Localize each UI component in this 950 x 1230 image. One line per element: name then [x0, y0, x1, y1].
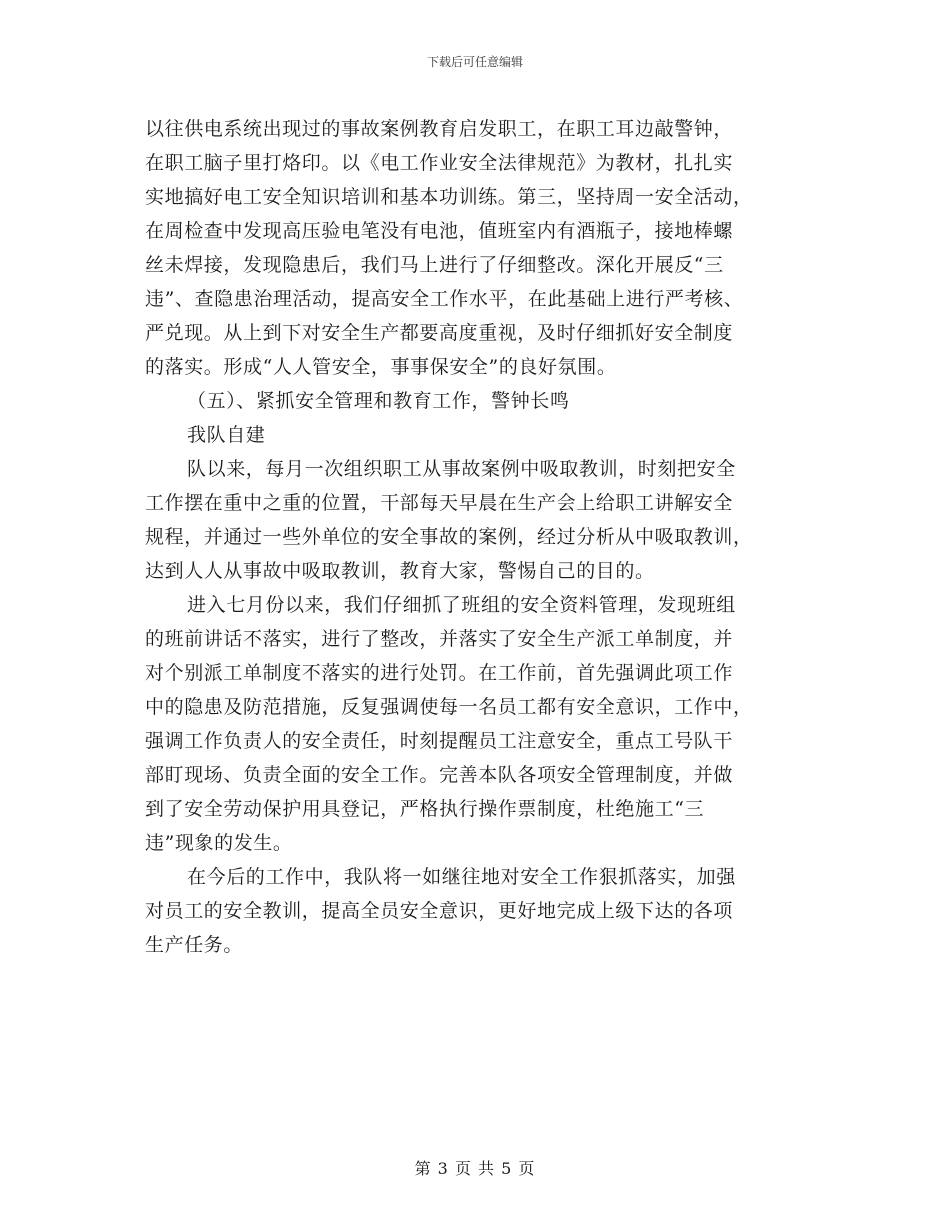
text-line: 在今后的工作中，我队将一如继往地对安全工作狠抓落实，加强 [187, 866, 736, 888]
text-line: 以往供电系统出现过的事故案例教育启发职工，在职工耳边敲警钟， [145, 118, 734, 140]
page-header: 下载后可任意编辑 [426, 55, 523, 69]
text-line: 队以来，每月一次组织职工从事故案例中吸取教训，时刻把安全 [187, 458, 736, 480]
text-line: 工作摆在重中之重的位置，干部每天早晨在生产会上给职工讲解安全 [145, 492, 734, 514]
text-line: 到了安全劳动保护用具登记，严格执行操作票制度，杜绝施工“三 [145, 798, 705, 820]
text-line: 我队自建 [187, 424, 266, 446]
text-line: 的落实。形成“人人管安全，事事保安全”的良好氛围。 [145, 356, 617, 378]
text-line: 中的隐患及防范措施，反复强调使每一名员工都有安全意识，工作中， [145, 696, 753, 718]
text-line: 违”现象的发生。 [145, 832, 293, 854]
text-line: （五）、紧抓安全管理和教育工作，警钟长鸣 [187, 390, 570, 412]
text-line: 违”、查隐患治理活动，提高安全工作水平，在此基础上进行严考核、 [145, 288, 744, 310]
text-line: 生产任务。 [145, 934, 244, 956]
text-line: 强调工作负责人的安全责任，时刻提醒员工注意安全，重点工号队干 [145, 730, 734, 752]
text-line: 在职工脑子里打烙印。以《电工作业安全法律规范》为教材，扎扎实 [145, 152, 734, 174]
text-line: 实地搞好电工安全知识培训和基本功训练。第三，坚持周一安全活动， [145, 186, 753, 208]
text-line: 丝未焊接，发现隐患后，我们马上进行了仔细整改。深化开展反“三 [145, 254, 724, 276]
text-line: 部盯现场、负责全面的安全工作。完善本队各项安全管理制度，并做 [145, 764, 734, 786]
text-line: 达到人人从事故中吸取教训，教育大家，警惕自己的目的。 [145, 560, 655, 582]
document-body [145, 112, 815, 962]
text-line: 的班前讲话不落实，进行了整改，并落实了安全生产派工单制度，并 [145, 628, 734, 650]
text-line: 对员工的安全教训，提高全员安全意识，更好地完成上级下达的各项 [145, 900, 734, 922]
text-line: 对个别派工单制度不落实的进行处罚。在工作前，首先强调此项工作 [145, 662, 734, 684]
text-line: 规程，并通过一些外单位的安全事故的案例，经过分析从中吸取教训， [145, 526, 753, 548]
page-number: 第 3 页 共 5 页 [414, 1159, 536, 1178]
text-line: 严兑现。从上到下对安全生产都要高度重视，及时仔细抓好安全制度 [145, 322, 734, 344]
text-line: 进入七月份以来，我们仔细抓了班组的安全资料管理，发现班组 [187, 594, 736, 616]
text-line: 在周检查中发现高压验电笔没有电池，值班室内有酒瓶子，接地棒螺 [145, 220, 734, 242]
